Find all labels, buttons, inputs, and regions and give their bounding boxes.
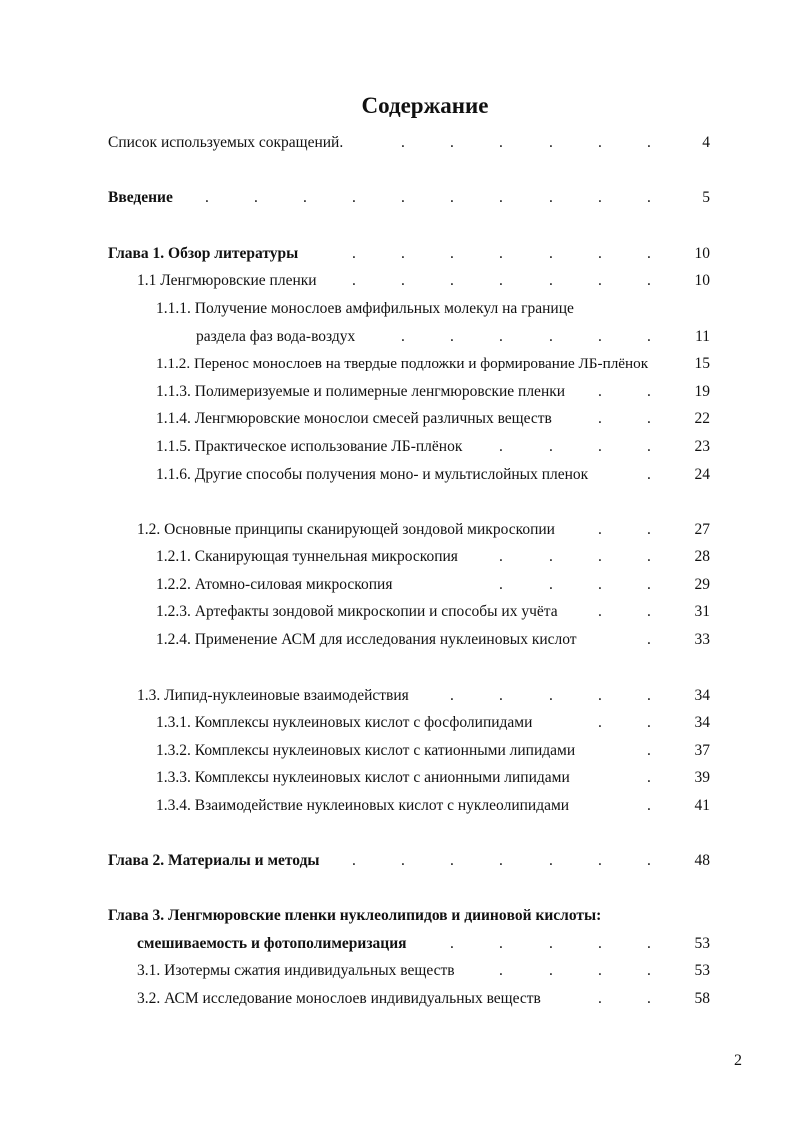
toc-entry-page: 53 (694, 962, 710, 979)
toc-entry[interactable] (0, 850, 798, 872)
toc-entry[interactable] (0, 905, 798, 927)
toc-entry-title: смешиваемость и фотополимеризация (137, 935, 407, 952)
toc-entry-page: 10 (694, 272, 710, 289)
dot-leader: . (647, 742, 651, 759)
dot-leader: . . (598, 990, 651, 1007)
toc-entry[interactable] (0, 960, 798, 982)
dot-leader: . . . . (499, 548, 651, 565)
toc-entry[interactable] (0, 270, 798, 292)
toc-entry-title: Глава 3. Ленгмюровские пленки нуклеолипидов и диинoвой кислоты: (108, 907, 602, 924)
toc-entry-page: 37 (694, 742, 710, 759)
toc-entry[interactable] (0, 795, 798, 817)
toc-entry-title: 1.3. Липид-нуклеиновые взаимодействия (137, 687, 409, 704)
dot-leader: . (647, 631, 651, 648)
toc-entry-page: 33 (694, 631, 710, 648)
toc-entry-title: 1.2.4. Применение АСМ для исследования нуклеиновых кислот (156, 631, 577, 648)
toc-entry[interactable] (0, 988, 798, 1010)
toc-entry-title: 1.1.6. Другие способы получения моно- и мультислойных пленок (156, 466, 589, 483)
page-number: 2 (734, 1052, 742, 1069)
toc-entry[interactable] (0, 326, 798, 348)
toc-entry-page: 23 (694, 438, 710, 455)
dot-leader: . . (598, 383, 651, 400)
toc-entry[interactable] (0, 298, 798, 320)
toc-entry[interactable] (0, 767, 798, 789)
dot-leader: . . . . . (450, 935, 651, 952)
toc-entry-title: 1.1.5. Практическое использование ЛБ-плёнок (156, 438, 463, 455)
toc-entry-page: 48 (694, 852, 710, 869)
toc-entry-title: Глава 2. Материалы и методы (108, 852, 320, 869)
toc-entry-title: 1.1 Ленгмюровские пленки (137, 272, 317, 289)
dot-leader: . (647, 769, 651, 786)
toc-entry-title: 1.3.2. Комплексы нуклеиновых кислот с катионными липидами (156, 742, 576, 759)
toc-entry-page: 28 (694, 548, 710, 565)
toc-entry[interactable] (0, 408, 798, 430)
toc-entry-title: Список используемых сокращений. (108, 134, 344, 151)
dot-leader: . (647, 797, 651, 814)
dot-leader: . . (598, 603, 651, 620)
page-title: Содержание (361, 93, 489, 118)
toc-entry[interactable] (0, 464, 798, 486)
toc-entry-page: 34 (694, 714, 710, 731)
toc-entry-title: 1.2. Основные принципы сканирующей зондовой микроскопии (137, 521, 555, 538)
dot-leader: . . . . (499, 962, 651, 979)
dot-leader: . (647, 466, 651, 483)
toc-entry-title: Глава 1. Обзор литературы (108, 245, 299, 262)
dot-leader: . . . . (499, 438, 651, 455)
toc-entry-page: 31 (694, 603, 710, 620)
toc-entry[interactable] (0, 353, 798, 375)
toc-entry-page: 24 (694, 466, 710, 483)
dot-leader: . . . . . . (401, 328, 651, 345)
toc-entry-page: 39 (694, 769, 710, 786)
toc-entry-page: 10 (694, 245, 710, 262)
toc-entry[interactable] (0, 132, 798, 154)
dot-leader: . . . . (499, 576, 651, 593)
toc-entry-title: 1.1.3. Полимеризуемые и полимерные ленгмюровские пленки (156, 383, 566, 400)
toc-entry-page: 53 (694, 935, 710, 952)
toc-entry-title: Введение (108, 189, 173, 206)
toc-entry-title: 1.1.2. Перенос монослоев на твердые подложки и формирование ЛБ-плёнок (156, 355, 649, 372)
dot-leader: . . (598, 714, 651, 731)
toc-entry[interactable] (0, 436, 798, 458)
toc-entry-title: 1.1.4. Ленгмюровские монослои смесей различных веществ (156, 410, 552, 427)
toc-entry[interactable] (0, 685, 798, 707)
toc-entry-title: 1.2.1. Сканирующая туннельная микроскопия (156, 548, 458, 565)
dot-leader: . . . . . . . (352, 852, 651, 869)
toc-entry-title: 1.3.3. Комплексы нуклеиновых кислот с анионными липидами (156, 769, 570, 786)
toc-entry-title: 3.2. АСМ исследование монослоев индивидуальных веществ (137, 990, 541, 1007)
dot-leader: . . . . . . (401, 134, 651, 151)
toc-entry-page: 19 (694, 383, 710, 400)
toc-entry-page: 58 (694, 990, 710, 1007)
toc-entry-title: 1.2.2. Атомно-силовая микроскопия (156, 576, 393, 593)
toc-entry[interactable] (0, 629, 798, 651)
dot-leader: . . . . . . . (352, 245, 651, 262)
toc-entry-page: 29 (694, 576, 710, 593)
toc-entry-title: раздела фаз вода-воздух (196, 328, 356, 345)
toc-entry-page: 41 (694, 797, 710, 814)
toc-entry-page: 4 (702, 134, 710, 151)
toc-entry[interactable] (0, 546, 798, 568)
toc-entry-title: 1.3.1. Комплексы нуклеиновых кислот с фосфолипидами (156, 714, 533, 731)
toc-entry-title: 1.3.4. Взаимодействие нуклеиновых кислот с нуклеолипидами (156, 797, 570, 814)
toc-entry[interactable] (0, 601, 798, 623)
toc-entry-title: 1.1.1. Получение монослоев амфифильных молекул на границе (156, 300, 574, 317)
toc-entry-title: 3.1. Изотермы сжатия индивидуальных веществ (137, 962, 455, 979)
dot-leader: . . (598, 410, 651, 427)
toc-entry-page: 34 (694, 687, 710, 704)
toc-entry[interactable] (0, 187, 798, 209)
dot-leader: . . . . . . . . . . (205, 189, 651, 206)
toc-entry[interactable] (0, 712, 798, 734)
toc-entry-page: 11 (695, 328, 710, 345)
toc-entry[interactable] (0, 740, 798, 762)
toc-entry-page: 15 (694, 355, 710, 372)
dot-leader: . . . . . . . (352, 272, 651, 289)
toc-entry-page: 27 (694, 521, 710, 538)
toc-entry[interactable] (0, 933, 798, 955)
toc-entry-page: 5 (702, 189, 710, 206)
dot-leader: . . (598, 521, 651, 538)
dot-leader: . . . . . (450, 687, 651, 704)
toc-entry[interactable] (0, 519, 798, 541)
toc-entry[interactable] (0, 243, 798, 265)
toc-entry[interactable] (0, 574, 798, 596)
toc-entry-title: 1.2.3. Артефакты зондовой микроскопии и способы их учёта (156, 603, 558, 620)
toc-entry-page: 22 (694, 410, 710, 427)
toc-entry[interactable] (0, 381, 798, 403)
